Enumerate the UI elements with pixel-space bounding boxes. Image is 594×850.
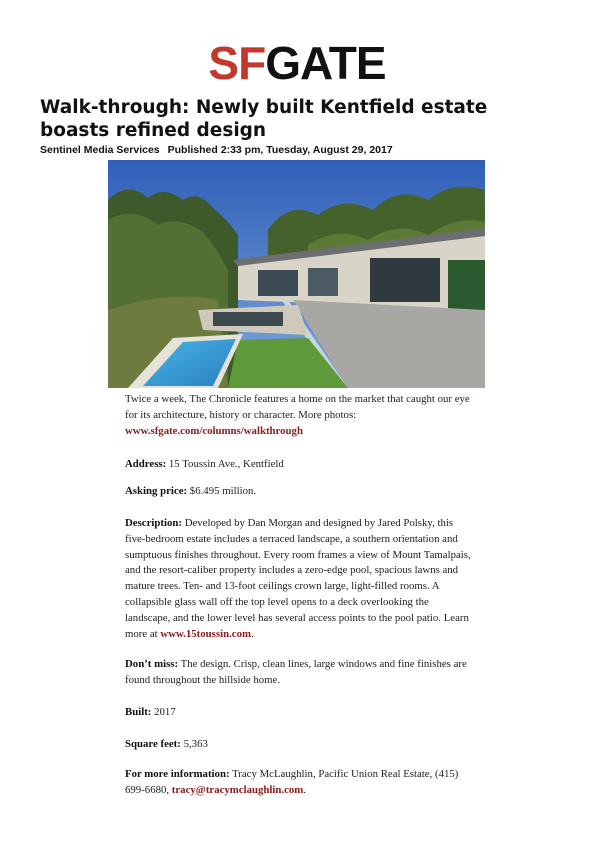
description-text: Developed by Dan Morgan and designed by Jared Polsky, this five-bedroom estate includes a terraced landscape, a southern orientation and sumptuous finishes throughout. Every room frames a view of Mount Tamalpais, and the resort-caliber property includes a zero-edge pool, spacious lawns and mature trees. Ten- and 13-foot ceilings crown large, light-filled rooms. A collapsible glass wall off the top level opens to a deck overlooking the landscape, and the lower level has several access points to the pool patio. Learn more at	[125, 517, 471, 640]
address-paragraph	[125, 457, 475, 473]
address-value: 15 Toussin Ave., Kentfield	[168, 458, 284, 470]
description-label: Description:	[125, 517, 182, 529]
sfgate-logo[interactable]	[0, 37, 594, 89]
intro-text: Twice a week, The Chronicle features a home on the market that caught our eye for its architecture, history or character. More photos:	[125, 393, 470, 421]
built-paragraph	[125, 705, 475, 721]
house-photo	[108, 160, 485, 388]
price-paragraph	[125, 484, 475, 500]
email-link[interactable]: tracy@tracymclaughlin.com	[171, 783, 304, 796]
more-info-text: Tracy McLaughlin, Pacific Union Real Estate, (415) 699-6680,	[125, 768, 459, 796]
article-byline	[40, 144, 560, 156]
logo-gate: GATE	[265, 37, 386, 89]
sqft-value: 5,363	[183, 738, 208, 750]
sqft-label: Square feet:	[125, 738, 181, 750]
dont-miss-label: Don’t miss:	[125, 658, 179, 670]
article-headline: Walk-through: Newly built Kentfield estate boasts refined design	[40, 97, 488, 141]
address-label: Address:	[125, 458, 167, 470]
more-info-label: For more information:	[125, 768, 230, 780]
dont-miss-value: The design. Crisp, clean lines, large windows and fine finishes are found throughout the hillside home.	[125, 658, 467, 686]
walkthrough-link[interactable]: www.sfgate.com/columns/walkthrough	[125, 424, 303, 437]
built-label: Built:	[125, 706, 152, 718]
more-info-end: .	[303, 783, 306, 796]
logo-sf: SF	[208, 37, 266, 89]
price-value: $6.495 million.	[189, 485, 257, 497]
description-end: .	[250, 627, 254, 640]
dont-miss-paragraph	[125, 657, 475, 689]
sqft-paragraph	[125, 737, 475, 753]
price-label: Asking price:	[125, 485, 188, 497]
built-value: 2017	[154, 706, 176, 718]
byline-source: Sentinel Media Services	[40, 144, 160, 156]
byline-published: Published 2:33 pm, Tuesday, August 29, 2017	[167, 144, 393, 156]
intro-paragraph	[125, 392, 475, 439]
description-paragraph	[125, 516, 475, 642]
toussin-link[interactable]: www.15toussin.com	[160, 627, 251, 640]
more-info-paragraph	[125, 767, 475, 799]
